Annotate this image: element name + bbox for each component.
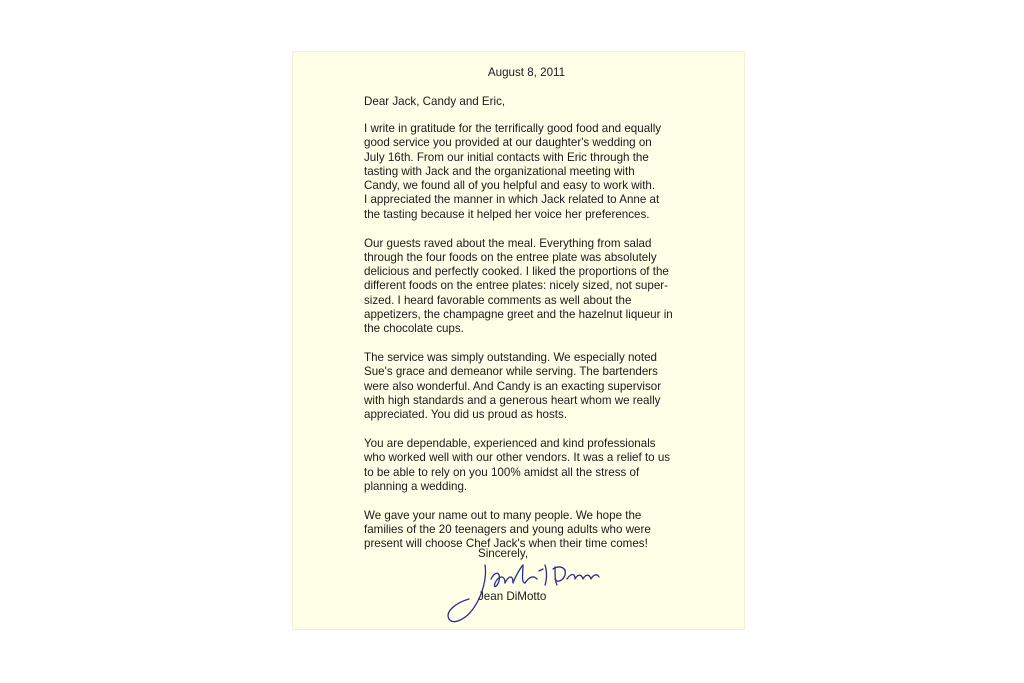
paragraph-referral — [364, 509, 699, 552]
letter-date: August 8, 2011 — [487, 66, 566, 79]
text-line: The service was simply outstanding. We especially noted — [364, 351, 657, 365]
signer-name: Jean DiMotto — [478, 590, 547, 603]
text-line: the tasting because it helped her voice her preferences. — [364, 207, 650, 221]
text-line: tasting with Jack and the organizational meeting with — [364, 164, 635, 178]
text-line: Candy, we found all of you helpful and easy to work with. — [364, 179, 656, 193]
paragraph-service — [364, 351, 699, 422]
paragraph-professionals — [364, 437, 699, 494]
text-line: present will choose Chef Jack's when their time comes! — [364, 537, 648, 551]
text-line: through the four foods on the entree plate was absolutely — [364, 250, 657, 264]
letter-closing: Sincerely, — [478, 547, 529, 560]
text-line: different foods on the entree plates: nicely sized, not super- — [364, 279, 668, 293]
text-line: appreciated. You did us proud as hosts. — [364, 408, 568, 422]
text-line: We gave your name out to many people. We hope the — [364, 508, 642, 522]
text-line: Our guests raved about the meal. Everything from salad — [364, 236, 652, 250]
text-line: good service you provided at our daughter's wedding on — [364, 136, 652, 150]
text-line: families of the 20 teenagers and young adults who were — [364, 523, 651, 537]
paragraph-gratitude — [364, 122, 699, 222]
text-line: Sue's grace and demeanor while serving. The bartenders — [364, 365, 658, 379]
text-line: delicious and perfectly cooked. I liked the proportions of the — [364, 265, 669, 279]
text-line: who worked well with our other vendors. It was a relief to us — [364, 451, 671, 465]
text-line: were also wonderful. And Candy is an exacting supervisor — [364, 379, 662, 393]
letter-page — [293, 52, 744, 629]
text-line: I appreciated the manner in which Jack related to Anne at — [364, 193, 660, 207]
text-line: July 16th. From our initial contacts with Eric through the — [364, 150, 649, 164]
letter-salutation: Dear Jack, Candy and Eric, — [364, 95, 506, 108]
text-line: sized. I heard favorable comments as well about the — [364, 293, 632, 307]
text-line: to be able to rely on you 100% amidst all the stress of — [364, 465, 640, 479]
paragraph-meal — [364, 237, 699, 337]
text-line: the chocolate cups. — [364, 322, 464, 336]
text-line: You are dependable, experienced and kind professionals — [364, 437, 656, 451]
letter-body — [364, 122, 699, 566]
text-line: I write in gratitude for the terrifically good food and equally — [364, 122, 662, 135]
text-line: with high standards and a generous heart whom we really — [364, 394, 661, 408]
text-line: planning a wedding. — [364, 480, 468, 494]
text-line: appetizers, the champagne greet and the hazelnut liqueur in — [364, 308, 673, 322]
